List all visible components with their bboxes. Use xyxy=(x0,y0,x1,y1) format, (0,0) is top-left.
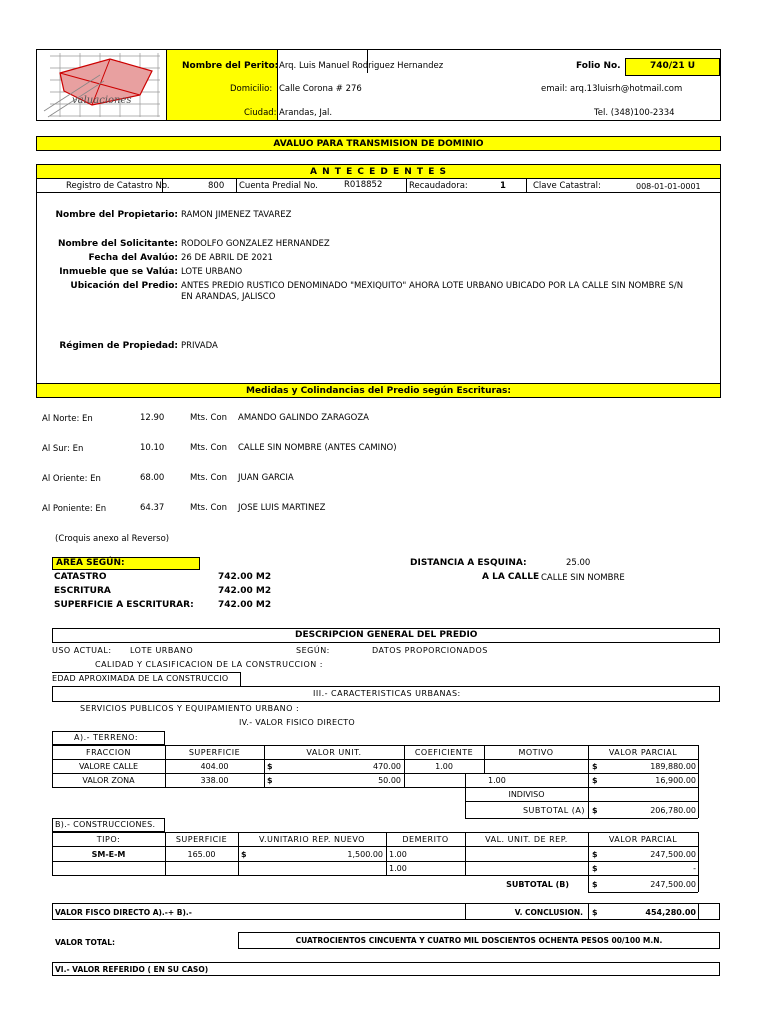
clave-label: Clave Catastral: xyxy=(533,181,601,191)
row-line xyxy=(52,875,698,876)
col-line xyxy=(698,903,699,920)
medida-len: 64.37 xyxy=(140,503,165,513)
perito-label: Nombre del Perito: xyxy=(182,61,279,71)
construcciones-subtotal-cur: $ xyxy=(592,880,598,889)
medida-colinda: CALLE SIN NOMBRE (ANTES CAMINO) xyxy=(238,443,397,453)
logo-text: valuaciones xyxy=(72,95,132,106)
terreno-parcial: 189,880.00 xyxy=(650,762,696,771)
regimen-label: Régimen de Propiedad: xyxy=(59,341,178,351)
calle-label: A LA CALLE xyxy=(482,572,540,582)
medida-len: 68.00 xyxy=(140,473,165,483)
row-line xyxy=(52,861,698,862)
row-line xyxy=(588,892,698,893)
distancia-value: 25.00 xyxy=(566,558,591,568)
col-line xyxy=(698,832,699,892)
col-line xyxy=(406,179,407,192)
registro-value: 800 xyxy=(208,181,225,191)
inmueble-value: LOTE URBANO xyxy=(181,267,243,277)
construccion-cur2: $ xyxy=(592,864,598,873)
croquis-note: (Croquis anexo al Reverso) xyxy=(55,534,170,544)
superficie-escriturar-label: SUPERFICIE A ESCRITURAR: xyxy=(54,600,194,610)
calidad-label: CALIDAD Y CLASIFICACION DE LA CONSTRUCCION : xyxy=(95,660,323,669)
terreno-subtotal-value: 206,780.00 xyxy=(650,806,696,815)
folio-label: Folio No. xyxy=(576,61,621,71)
uso-value: LOTE URBANO xyxy=(130,646,194,655)
company-logo xyxy=(40,51,164,119)
caract-heading: III.- CARACTERISTICAS URBANAS: xyxy=(313,689,461,698)
terreno-cur2: $ xyxy=(592,762,598,771)
indiviso-label: INDIVISO xyxy=(508,790,545,799)
solicitante-label: Nombre del Solicitante: xyxy=(57,239,178,249)
recaudadora-label: Recaudadora: xyxy=(409,181,468,191)
valor-total-label: VALOR TOTAL: xyxy=(55,938,115,947)
row-line xyxy=(52,787,698,788)
header-divider xyxy=(166,49,167,121)
terreno-cur: $ xyxy=(267,776,273,785)
document-title: AVALUO PARA TRANSMISION DE DOMINIO xyxy=(36,136,721,151)
medida-colinda: AMANDO GALINDO ZARAGOZA xyxy=(238,413,369,423)
descripcion-heading: DESCRIPCION GENERAL DEL PREDIO xyxy=(295,630,478,640)
row-line xyxy=(465,801,698,802)
cuenta-label: Cuenta Predial No. xyxy=(239,181,318,191)
conclusion-cur: $ xyxy=(592,908,598,917)
terreno-cur2: $ xyxy=(592,776,598,785)
row-line xyxy=(36,192,721,193)
construcciones-heading: B).- CONSTRUCCIONES. xyxy=(55,820,156,829)
construccion-col-header: VALOR PARCIAL xyxy=(608,835,678,844)
col-line xyxy=(236,179,237,192)
segun-label: SEGÚN: xyxy=(296,646,330,655)
row-line xyxy=(52,773,698,774)
domicilio-value: Calle Corona # 276 xyxy=(279,84,362,94)
medida-unit: Mts. Con xyxy=(190,503,228,513)
medida-dir: Al Norte: En xyxy=(42,414,93,424)
terreno-coef: 1.00 xyxy=(435,762,453,771)
terreno-unit: 470.00 xyxy=(373,762,401,771)
conclusion-value: 454,280.00 xyxy=(645,908,696,917)
row-line xyxy=(465,818,698,819)
telefono-text: Tel. (348)100-2334 xyxy=(594,108,675,118)
construcciones-subtotal-label: SUBTOTAL (B) xyxy=(506,880,569,889)
email-text: email: arq.13luisrh@hotmail.com xyxy=(541,84,683,94)
terreno-unit: 50.00 xyxy=(378,776,401,785)
medida-colinda: JOSE LUIS MARTINEZ xyxy=(238,503,326,513)
terreno-motivo: 1.00 xyxy=(488,776,506,785)
inmueble-label: Inmueble que se Valúa: xyxy=(59,267,178,277)
escritura-value: 742.00 M2 xyxy=(218,586,272,596)
medida-colinda: JUAN GARCIA xyxy=(238,473,294,483)
construccion-col-header: V.UNITARIO REP. NUEVO xyxy=(259,835,365,844)
terreno-heading: A).- TERRENO: xyxy=(74,733,139,742)
terreno-col-header: COEFICIENTE xyxy=(414,748,474,757)
valor-fisico-label: VALOR FISCO DIRECTO A).-+ B).- xyxy=(55,908,192,917)
medida-dir: Al Poniente: En xyxy=(42,504,107,514)
ubicacion-label: Ubicación del Predio: xyxy=(70,281,178,291)
row-line xyxy=(52,745,698,746)
medida-unit: Mts. Con xyxy=(190,473,228,483)
uso-label: USO ACTUAL: xyxy=(52,646,112,655)
construccion-col-header: VAL. UNIT. DE REP. xyxy=(485,835,568,844)
terreno-fraccion: VALORE CALLE xyxy=(78,762,139,771)
terreno-parcial: 16,900.00 xyxy=(655,776,696,785)
terreno-superficie: 404.00 xyxy=(200,762,229,771)
row-line xyxy=(52,759,698,760)
medida-unit: Mts. Con xyxy=(190,413,228,423)
col-line xyxy=(240,672,241,686)
construccion-demerito: 1.00 xyxy=(389,850,407,859)
conclusion-label: V. CONCLUSION. xyxy=(514,908,583,917)
construcciones-subtotal-value: 247,500.00 xyxy=(650,880,696,889)
propietario-value: RAMON JIMENEZ TAVAREZ xyxy=(181,210,292,220)
valor-total-letra: CUATROCIENTOS CINCUENTA Y CUATRO MIL DOSCIENTOS OCHENTA PESOS 00/100 M.N. xyxy=(295,936,663,945)
terreno-subtotal-label: SUBTOTAL (A) xyxy=(522,806,585,815)
servicios-label: SERVICIOS PUBLICOS Y EQUIPAMIENTO URBANO : xyxy=(80,704,300,713)
medida-len: 10.10 xyxy=(140,443,165,453)
row-line xyxy=(52,846,698,847)
terreno-fraccion: VALOR ZONA xyxy=(82,776,135,785)
ubicacion-line1: ANTES PREDIO RUSTICO DENOMINADO "MEXIQUITO" AHORA LOTE URBANO UBICADO POR LA CALLE SIN NOMBRE S/N xyxy=(181,281,684,291)
header-divider xyxy=(277,49,278,121)
solicitante-value: RODOLFO GONZALEZ HERNANDEZ xyxy=(181,239,330,249)
regimen-value: PRIVADA xyxy=(181,341,218,351)
segun-value: DATOS PROPORCIONADOS xyxy=(372,646,488,655)
construccion-parcial: - xyxy=(693,864,696,873)
col-line xyxy=(698,745,699,818)
construccion-col-header: SUPERFICIE xyxy=(175,835,228,844)
fecha-value: 26 DE ABRIL DE 2021 xyxy=(181,253,273,263)
distancia-label: DISTANCIA A ESQUINA: xyxy=(410,558,527,568)
construccion-col-header: TIPO: xyxy=(96,835,121,844)
ciudad-value: Arandas, Jal. xyxy=(279,108,333,118)
construccion-unit: 1,500.00 xyxy=(347,850,383,859)
terreno-col-header: MOTIVO xyxy=(518,748,554,757)
valor-referido-label: VI.- VALOR REFERIDO ( EN SU CASO) xyxy=(55,965,209,974)
medida-dir: Al Oriente: En xyxy=(42,474,101,484)
superficie-escriturar-value: 742.00 M2 xyxy=(218,600,272,610)
ubicacion-line2: EN ARANDAS, JALISCO xyxy=(181,292,276,302)
medidas-heading: Medidas y Colindancias del Predio según Escrituras: xyxy=(36,383,721,398)
terreno-col-header: SUPERFICIE xyxy=(188,748,241,757)
terreno-col-header: FRACCION xyxy=(86,748,131,757)
row-line xyxy=(52,832,698,833)
construccion-parcial: 247,500.00 xyxy=(650,850,696,859)
construccion-demerito: 1.00 xyxy=(389,864,407,873)
construccion-col-header: DEMERITO xyxy=(402,835,449,844)
fecha-label: Fecha del Avalúo: xyxy=(88,253,178,263)
propietario-label: Nombre del Propietario: xyxy=(55,210,178,220)
domicilio-label: Domicilio: xyxy=(230,84,273,94)
valor-fisico-heading: IV.- VALOR FISICO DIRECTO xyxy=(239,718,356,727)
terreno-subtotal-cur: $ xyxy=(592,806,598,815)
medida-unit: Mts. Con xyxy=(190,443,228,453)
col-line xyxy=(526,179,527,192)
terreno-superficie: 338.00 xyxy=(200,776,229,785)
construccion-superficie: 165.00 xyxy=(187,850,216,859)
construccion-cur: $ xyxy=(241,850,247,859)
calle-value: CALLE SIN NOMBRE xyxy=(541,573,625,583)
medida-len: 12.90 xyxy=(140,413,165,423)
construccion-tipo: SM-E-M xyxy=(91,850,126,859)
construccion-cur2: $ xyxy=(592,850,598,859)
terreno-col-header: VALOR UNIT. xyxy=(306,748,362,757)
edad-label: EDAD APROXIMADA DE LA CONSTRUCCIO xyxy=(52,674,229,683)
antecedentes-heading: A N T E C E D E N T E S xyxy=(36,164,721,179)
clave-value: 008-01-01-0001 xyxy=(636,182,701,191)
escritura-label: ESCRITURA xyxy=(54,586,111,596)
terreno-col-header: VALOR PARCIAL xyxy=(608,748,678,757)
folio-value: 740/21 U xyxy=(650,61,696,71)
cuenta-value: R018852 xyxy=(344,180,383,190)
medida-dir: Al Sur: En xyxy=(42,444,84,454)
catastro-label: CATASTRO xyxy=(54,572,107,582)
ciudad-label: Ciudad: xyxy=(244,108,277,118)
recaudadora-value: 1 xyxy=(500,181,506,191)
perito-value: Arq. Luis Manuel Rodriguez Hernandez xyxy=(279,61,444,71)
area-heading: AREA SEGÚN: xyxy=(56,558,125,568)
catastro-value: 742.00 M2 xyxy=(218,572,272,582)
row-line xyxy=(52,672,240,673)
terreno-cur: $ xyxy=(267,762,273,771)
registro-label: Registro de Catastro No. xyxy=(66,181,170,191)
